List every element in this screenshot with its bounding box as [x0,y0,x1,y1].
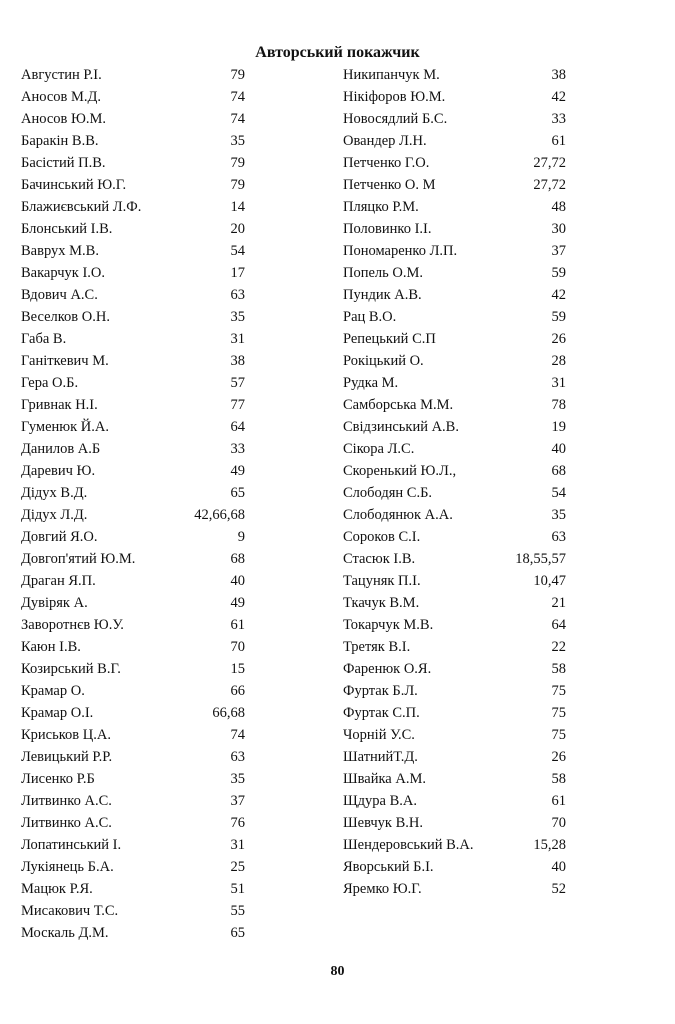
author-name: Швайка А.М. [343,771,426,787]
index-entry [21,350,245,372]
page-reference: 51 [230,881,245,897]
author-name: Аносов Ю.М. [21,111,107,127]
index-entry [343,878,566,900]
index-entry [21,372,245,394]
page-reference: 17 [230,265,245,281]
page-reference: 28 [551,353,566,369]
index-entry [21,878,245,900]
page-reference: 42 [551,287,566,303]
page-reference: 75 [551,727,566,743]
index-entry [343,702,566,724]
author-name: Литвинко А.С. [21,793,112,809]
page-reference: 40 [551,441,566,457]
author-name: Довгий Я.О. [21,529,98,545]
author-name: Фуртак Б.Л. [343,683,418,699]
page-reference: 18,55,57 [515,551,566,567]
index-entry [21,812,245,834]
index-entry [343,636,566,658]
page-reference: 42 [551,89,566,105]
page-reference: 65 [230,925,245,941]
author-name: Слободянюк А.А. [343,507,453,523]
author-name: Нікіфоров Ю.М. [343,89,446,105]
index-entry [343,350,566,372]
author-name: Дідух В.Д. [21,485,88,501]
page-reference: 38 [230,353,245,369]
page-reference: 31 [230,837,245,853]
index-entry [21,262,245,284]
index-entry [21,702,245,724]
index-entry [21,196,245,218]
page-reference: 79 [230,177,245,193]
index-entry [343,372,566,394]
index-entry [343,218,566,240]
page-reference: 74 [230,89,245,105]
author-name: Тацуняк П.І. [343,573,421,589]
author-name: Вдович А.С. [21,287,98,303]
page-reference: 30 [551,221,566,237]
index-entry [343,834,566,856]
page-reference: 35 [551,507,566,523]
page-reference: 35 [230,133,245,149]
author-name: Козирський В.Г. [21,661,121,677]
page-reference: 70 [230,639,245,655]
author-name: Яворський Б.І. [343,859,434,875]
index-entry [343,262,566,284]
author-name: Ткачук В.М. [343,595,420,611]
page-reference: 21 [551,595,566,611]
author-name: Рац В.О. [343,309,397,325]
page-reference: 10,47 [533,573,566,589]
page-reference: 27,72 [533,177,566,193]
author-name: Габа В. [21,331,67,347]
index-entry [21,724,245,746]
author-name: Баракін В.В. [21,133,99,149]
index-entry [21,64,245,86]
author-name: Аносов М.Д. [21,89,102,105]
page-reference: 20 [230,221,245,237]
author-name: Гуменюк Й.А. [21,419,109,435]
author-index-right-column [343,64,566,900]
page-reference: 61 [551,793,566,809]
index-entry [21,460,245,482]
author-name: Басістий П.В. [21,155,106,171]
page-reference: 74 [230,727,245,743]
author-name: Литвинко А.С. [21,815,112,831]
author-name: Стасюк І.В. [343,551,416,567]
page-reference: 76 [230,815,245,831]
author-name: Пономаренко Л.П. [343,243,458,259]
page-reference: 31 [230,331,245,347]
index-entry [343,592,566,614]
page-reference: 79 [230,67,245,83]
index-entry [21,328,245,350]
index-entry [21,548,245,570]
author-name: Третяк В.І. [343,639,411,655]
page-reference: 48 [551,199,566,215]
author-name: Блажиєвський Л.Ф. [21,199,142,215]
page-reference: 26 [551,749,566,765]
author-name: Гривнак Н.І. [21,397,98,413]
index-entry [343,790,566,812]
page-reference: 65 [230,485,245,501]
index-entry [343,504,566,526]
page-title: Авторський покажчик [255,44,420,61]
page-reference: 63 [230,749,245,765]
author-name: Драган Я.П. [21,573,96,589]
index-entry [21,152,245,174]
index-entry [343,196,566,218]
author-name: Данилов А.Б [21,441,101,457]
page-reference: 25 [230,859,245,875]
page-reference: 40 [551,859,566,875]
author-name: Каюн І.В. [21,639,81,655]
author-name: Шевчук В.Н. [343,815,423,831]
author-name: Блонський І.В. [21,221,113,237]
index-entry [343,284,566,306]
index-entry [21,416,245,438]
index-entry [343,460,566,482]
page-reference: 68 [551,463,566,479]
author-name: Мисакович Т.С. [21,903,119,919]
author-name: Дідух Л.Д. [21,507,88,523]
author-name: Веселков О.Н. [21,309,110,325]
author-name: Дувіряк А. [21,595,88,611]
author-name: Пляцко Р.М. [343,199,419,215]
index-entry [21,834,245,856]
index-entry [21,680,245,702]
page-reference: 58 [551,661,566,677]
author-name: Токарчук М.В. [343,617,434,633]
author-name: Пундик А.В. [343,287,422,303]
index-entry [21,746,245,768]
author-name: Лисенко Р.Б [21,771,95,787]
page-reference: 74 [230,111,245,127]
author-name: Криськов Ц.А. [21,727,111,743]
author-name: Скоренький Ю.Л., [343,463,457,479]
index-entry [21,306,245,328]
index-entry [343,768,566,790]
index-entry [343,64,566,86]
index-entry [343,240,566,262]
index-entry [21,526,245,548]
page-reference: 33 [551,111,566,127]
index-entry [21,900,245,922]
author-name: Сікора Л.С. [343,441,415,457]
index-entry [343,724,566,746]
page-reference: 57 [230,375,245,391]
author-name: Заворотнєв Ю.У. [21,617,124,633]
page-reference: 15 [230,661,245,677]
author-name: Даревич Ю. [21,463,96,479]
page-reference: 79 [230,155,245,171]
author-name: Довгоп'ятий Ю.М. [21,551,136,567]
index-entry [343,416,566,438]
author-name: Гера О.Б. [21,375,79,391]
author-name: Чорній У.С. [343,727,415,743]
author-name: Петченко О. М [343,177,436,193]
page-reference: 31 [551,375,566,391]
index-entry [21,86,245,108]
index-entry [343,152,566,174]
index-entry [21,108,245,130]
author-name: Фуртак С.П. [343,705,420,721]
page-reference: 54 [551,485,566,501]
author-name: Левицький Р.Р. [21,749,113,765]
author-name: Рокіцький О. [343,353,424,369]
index-entry [21,174,245,196]
index-entry [343,570,566,592]
page-reference: 49 [230,595,245,611]
index-entry [343,438,566,460]
index-entry [21,570,245,592]
index-entry [343,658,566,680]
index-entry [21,922,245,944]
page-reference: 42,66,68 [194,507,245,523]
page-reference: 49 [230,463,245,479]
index-entry [21,768,245,790]
author-index-left-column [21,64,245,944]
index-entry [343,306,566,328]
page-reference: 61 [551,133,566,149]
index-entry [21,240,245,262]
index-entry [343,482,566,504]
author-name: Рудка М. [343,375,399,391]
author-name: Новосядлий Б.С. [343,111,448,127]
page-reference: 75 [551,705,566,721]
page-reference: 33 [230,441,245,457]
author-name: Сороков С.І. [343,529,421,545]
author-name: Никипанчук М. [343,67,440,83]
index-entry [21,504,245,526]
page-reference: 70 [551,815,566,831]
page-reference: 22 [551,639,566,655]
index-entry [343,108,566,130]
index-entry [343,86,566,108]
author-name: Петченко Г.О. [343,155,430,171]
index-entry [21,284,245,306]
page-reference: 61 [230,617,245,633]
page-reference: 59 [551,309,566,325]
page-reference: 68 [230,551,245,567]
page-reference: 54 [230,243,245,259]
author-name: Половинко І.І. [343,221,432,237]
index-entry [21,592,245,614]
author-name: Августин Р.І. [21,67,102,83]
page-reference: 75 [551,683,566,699]
author-name: Яремко Ю.Г. [343,881,422,897]
page-reference: 40 [230,573,245,589]
index-entry [343,174,566,196]
page-reference: 55 [230,903,245,919]
author-name: Шендеровський В.А. [343,837,474,853]
author-name: Крамар О.І. [21,705,94,721]
page-reference: 37 [230,793,245,809]
page-reference: 19 [551,419,566,435]
page-reference: 35 [230,771,245,787]
page-reference: 38 [551,67,566,83]
page-number: 80 [330,964,345,979]
author-name: Самборська М.М. [343,397,454,413]
author-name: Ваврух М.В. [21,243,99,259]
author-name: Мацюк Р.Я. [21,881,93,897]
index-entry [343,394,566,416]
page-reference: 78 [551,397,566,413]
index-entry [343,548,566,570]
page-reference: 63 [230,287,245,303]
index-entry [21,614,245,636]
page-reference: 64 [230,419,245,435]
page-reference: 66 [230,683,245,699]
page-reference: 59 [551,265,566,281]
page-reference: 27,72 [533,155,566,171]
page-reference: 9 [237,529,245,545]
page-reference: 15,28 [533,837,566,853]
author-name: Попель О.М. [343,265,424,281]
page-reference: 37 [551,243,566,259]
index-entry [343,130,566,152]
index-entry [21,438,245,460]
page-reference: 52 [551,881,566,897]
author-name: Овандер Л.Н. [343,133,427,149]
index-entry [343,328,566,350]
page-reference: 77 [230,397,245,413]
author-name: Бачинський Ю.Г. [21,177,127,193]
index-entry [343,526,566,548]
index-entry [21,658,245,680]
author-name: Лопатинський І. [21,837,122,853]
page-reference: 35 [230,309,245,325]
author-name: ШатнийТ.Д. [343,749,418,765]
page-reference: 26 [551,331,566,347]
page-reference: 58 [551,771,566,787]
index-entry [21,636,245,658]
page-reference: 64 [551,617,566,633]
page-reference: 66,68 [212,705,245,721]
index-entry [21,790,245,812]
index-entry [21,482,245,504]
index-entry [21,856,245,878]
author-name: Ганіткевич М. [21,353,109,369]
author-name: Щдура В.А. [343,793,417,809]
index-entry [21,218,245,240]
author-name: Слободян С.Б. [343,485,433,501]
author-name: Крамар О. [21,683,85,699]
author-name: Москаль Д.М. [21,925,109,941]
index-entry [21,394,245,416]
author-name: Свідзинський А.В. [343,419,459,435]
index-entry [343,746,566,768]
page-reference: 63 [551,529,566,545]
author-name: Репецький С.П [343,331,436,347]
index-entry [343,856,566,878]
author-name: Лукіянець Б.А. [21,859,114,875]
index-entry [21,130,245,152]
author-name: Фаренюк О.Я. [343,661,432,677]
index-entry [343,812,566,834]
index-entry [343,680,566,702]
index-entry [343,614,566,636]
page-reference: 14 [230,199,245,215]
author-name: Вакарчук І.О. [21,265,106,281]
